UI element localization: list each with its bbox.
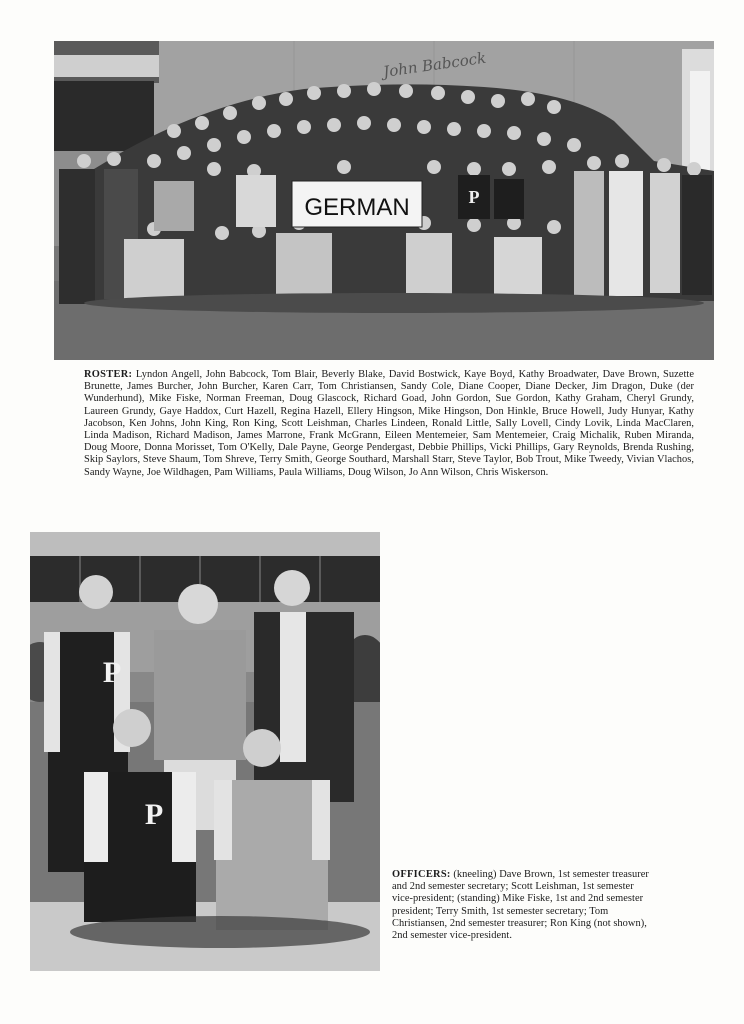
standing-letterman-letter: P — [102, 656, 122, 689]
group-photo-drawing — [54, 41, 714, 360]
roster-label: ROSTER: — [84, 369, 133, 380]
german-club-group-photo — [54, 41, 714, 360]
officers-text: (kneeling) Dave Brown, 1st semester treasurer and 2nd semester secretary; Scott Leishman, 1st semester vice-president; (standing) Mike Fiske, 1st and 2nd semester president; Terry Smith, 1st semester secretary; Tom Christiansen, 2nd semester treasurer; Ron King (not shown), 2nd semester vice-president. — [392, 869, 649, 942]
group-letterman-letter: P — [468, 187, 480, 207]
kneeling-letterman-letter: P — [144, 798, 164, 831]
officers-caption — [392, 869, 654, 942]
officers-photo — [30, 532, 380, 971]
officers-label: OFFICERS: — [392, 869, 451, 880]
officers-photo-drawing — [30, 532, 380, 971]
roster-names: Lyndon Angell, John Babcock, Tom Blair, Beverly Blake, David Bostwick, Kaye Boyd, Kathy Broadwater, Dave Brown, Suzette Brunette, James Burcher, John Burcher, Karen Carr, Tom Christiansen, Sandy Cole, Diane Cooper, Diane Decker, Jim Dragon, Duke (der Wunderhund), Mike Fiske, Norman Freeman, Doug Glascock, Richard Goad, John Gordon, Sue Gordon, Kathy Graham, Cheryl Grundy, Laureen Grundy, Gaye Haddox, Curt Hazell, Regina Hazell, Ellery Hingson, Mike Hingson, Don Hinkle, Bruce Howell, Judy Hunyar, Kathy Jacobson, Ken Johns, John King, Ron King, Scott Leishman, Charles Lindeen, Ronald Little, Sally Lovell, Cindy Lovik, Linda MacClaren, Linda Madison, Richard Madison, James Marrone, Frank McGrann, Eileen Mentemeier, Sam Mentemeier, Craig Michalik, Ruben Miranda, Doug Moore, Donna Morisset, Tom O'Kelly, Dale Payne, George Pendergast, Debbie Phillips, Vicki Phillips, Gary Reynolds, Brenda Rushing, Skip Saylors, Steve Shaum, Tom Shreve, Terry Smith, George Southard, Marshall Starr, Steve Taylor, Bob Trout, Mike Tweedy, Vivian Vlachos, Sandy Wayne, Joe Wildhagen, Pam Williams, Paula Williams, Doug Wilson, Jo Ann Wilson, Chris Wiskerson. — [84, 369, 694, 478]
handwritten-signature: John Babcock — [382, 48, 488, 81]
roster-caption — [84, 369, 694, 479]
german-sign-text: GERMAN — [304, 194, 410, 221]
